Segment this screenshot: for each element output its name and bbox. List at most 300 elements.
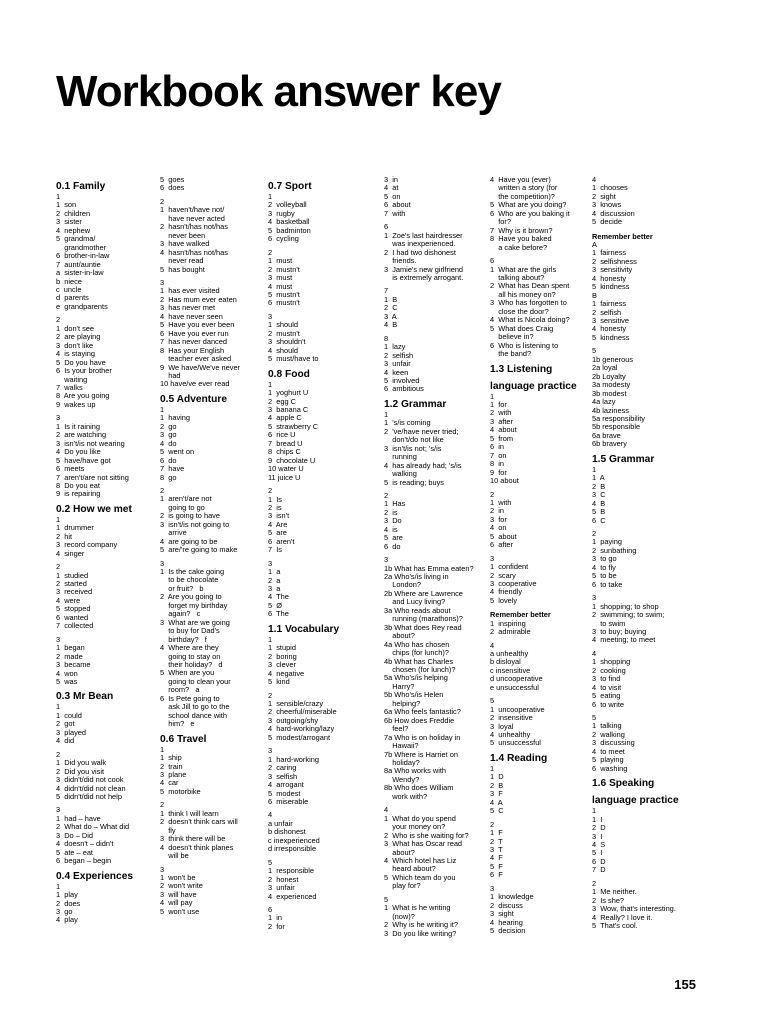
answer-line: a unhealthy: [490, 648, 529, 658]
answer-line: 6 after: [490, 540, 514, 550]
answer-line: 1 B: [384, 294, 398, 304]
section-heading: 1.1 Vocabulary: [268, 623, 340, 635]
answer-line: 2 Are you going to: [160, 592, 222, 602]
answer-line: 5 was: [56, 677, 78, 687]
answer-line: 7 on: [490, 450, 507, 460]
answer-line: 3 played: [56, 727, 86, 737]
section-heading: language practice: [490, 380, 577, 392]
answer-line: written a story (for: [490, 183, 558, 193]
answer-line: 6: [268, 904, 273, 914]
answer-line: 1b generous: [592, 354, 634, 364]
answer-line: 5b responsible: [592, 422, 641, 432]
answer-line: 5 to be: [592, 571, 617, 581]
answer-line: 4 at: [384, 183, 399, 193]
answer-line: 4 hearing: [490, 917, 523, 927]
answer-line: 5 won't use: [160, 906, 200, 916]
answer-line: 2 Who is she waiting for?: [384, 830, 469, 840]
answer-line: 1: [490, 391, 495, 401]
answer-line: 6 to take: [592, 579, 623, 589]
answer-line: 2: [592, 878, 597, 888]
answer-line: c insensitive: [490, 665, 531, 675]
answer-line: 1 Is: [268, 494, 282, 504]
answer-line: c uncle: [56, 284, 82, 294]
answer-line: forget my birthday: [160, 600, 228, 610]
answer-line: or fruit? b: [160, 583, 204, 593]
answer-line: 2: [490, 489, 495, 499]
answer-line: 5 When are you: [160, 668, 215, 678]
answer-line: 3 for: [490, 514, 507, 524]
answer-line: 2 Is she?: [592, 895, 625, 905]
answer-line: 1 won't be: [160, 872, 196, 882]
answer-line: 6 F: [490, 870, 503, 880]
answer-line: 5 about: [490, 531, 517, 541]
section-heading: 1.6 Speaking: [592, 778, 655, 790]
answer-line: 4 doesn't think planes: [160, 842, 234, 852]
answer-line: 3 A: [384, 311, 397, 321]
answer-line: 2 cheerful/miserable: [268, 707, 337, 717]
answer-line: 2: [384, 490, 389, 500]
answer-line: 2 I had two dishonest: [384, 247, 456, 257]
answer-line: 11 juice U: [268, 472, 301, 482]
page-number: 155: [674, 977, 696, 992]
answer-line: 1 don't see: [56, 323, 94, 333]
answer-line: 3 will have: [160, 889, 197, 899]
answer-line: 5 goes: [160, 175, 185, 184]
answer-line: 8b Who does William: [384, 783, 454, 793]
answer-line: 6 in: [490, 442, 504, 452]
section-heading: 0.2 How we met: [56, 503, 132, 515]
answer-line: 2 made: [56, 651, 83, 661]
subheading: Remember better: [592, 231, 653, 241]
answer-line: 1 I: [592, 814, 603, 824]
answer-line: 5 kind: [268, 677, 290, 687]
answer-line: 2 for: [268, 921, 285, 931]
answer-line: 1 uncooperative: [490, 704, 545, 714]
answer-line: 5 must/have to: [268, 354, 319, 364]
answer-line: 5 grandma/: [56, 234, 96, 244]
section-heading: 0.5 Adventure: [160, 393, 227, 405]
answer-line: their holiday? d: [160, 660, 223, 670]
answer-line: 4 S: [592, 840, 606, 850]
answer-line: 3: [160, 558, 165, 568]
answer-line: 4 honesty: [592, 324, 627, 334]
answer-line: 4 B: [384, 320, 398, 330]
answer-line: 3 isn't: [268, 511, 290, 521]
answer-line: 6b bravery: [592, 439, 627, 449]
answer-line: about?: [384, 847, 415, 857]
answer-line: 6 Is your brother: [56, 366, 112, 376]
answer-line: 5 ate – eat: [56, 847, 93, 857]
answer-line: 3 didn't/did not cook: [56, 775, 124, 785]
answer-line: 4 B: [592, 498, 606, 508]
answer-line: 1 could: [56, 710, 82, 720]
answer-line: 1 ship: [160, 753, 182, 763]
answer-line: 4a Who has chosen: [384, 639, 450, 649]
answer-line: 6a brave: [592, 430, 621, 440]
answer-line: 5a Who's/is helping: [384, 673, 448, 683]
answer-line: e grandparents: [56, 301, 108, 311]
answer-line: waiting: [56, 374, 88, 384]
answer-line: 3: [160, 864, 165, 874]
answer-line: the competition)?: [490, 191, 555, 201]
answer-line: 2 swimming; to swim;: [592, 610, 665, 620]
answer-line: 1 Zoe's last hairdresser: [384, 230, 463, 240]
answer-line: running (marathons)?: [384, 614, 463, 624]
answer-line: 2 T: [490, 836, 503, 846]
answer-line: 4 do: [160, 438, 177, 448]
answer-line: 2b Loyalty: [592, 371, 626, 381]
answer-line: 4 is staying: [56, 349, 96, 359]
answer-line: 2: [56, 315, 61, 325]
answer-line: 3 unfair: [268, 883, 295, 893]
answer-line: 1: [56, 702, 61, 712]
answer-line: 4 experienced: [268, 891, 317, 901]
answer-line: 6a Who feels fantastic?: [384, 707, 461, 717]
answer-line: 4 Do you like: [56, 447, 101, 457]
answer-line: 2: [592, 528, 597, 538]
answer-line: 4 Are: [268, 519, 288, 529]
subheading: Remember better: [490, 610, 551, 620]
answer-line: 2 is going to have: [160, 511, 220, 521]
answer-line: arrive: [160, 528, 187, 538]
answer-line: 2 hit: [56, 531, 73, 541]
answer-line: Wendy?: [384, 774, 420, 784]
answer-line: 4 F: [490, 853, 503, 863]
answer-line: 8 chips C: [268, 447, 301, 457]
answer-line: for?: [490, 217, 511, 227]
answer-line: 3 became: [56, 660, 91, 670]
answer-line: 1: [268, 634, 273, 644]
answer-line: 3: [160, 277, 165, 287]
answer-line: 8 Do you eat: [56, 480, 100, 490]
answer-line: 1: [268, 379, 273, 389]
answer-line: 2 Did you visit: [56, 766, 105, 776]
answer-line: 6 brother-in-law: [56, 251, 110, 261]
answer-line: 2 doesn't think cars will: [160, 817, 238, 827]
answer-line: 6 miserable: [268, 797, 309, 806]
answer-line: 2 selfishness: [592, 256, 637, 266]
answer-line: 1: [268, 192, 273, 201]
answer-line: ask Jill to go to the: [160, 702, 230, 712]
answer-line: 5 went on: [160, 447, 195, 457]
answer-line: 3 I: [592, 831, 603, 841]
answer-line: 2: [268, 486, 273, 496]
answer-line: 5 on: [384, 191, 401, 201]
answer-line: 1b What has Emma eaten?: [384, 563, 474, 573]
answer-line: school dance with: [160, 710, 227, 720]
answer-line: 1 What are the girls: [490, 264, 557, 274]
answer-line: 2 walking: [592, 729, 625, 739]
answer-line: 6 meets: [56, 464, 85, 474]
answer-line: 2 are watching: [56, 430, 107, 440]
answer-line: 2 caring: [268, 763, 297, 773]
answer-line: 3 think there will be: [160, 834, 226, 844]
answer-line: 5 is reading; buys: [384, 477, 444, 487]
answer-line: 4 about: [490, 425, 517, 435]
answer-line: 2: [490, 819, 495, 829]
answer-line: 7 aunt/auntie: [56, 259, 101, 269]
answer-column-1: [56, 176, 158, 925]
answer-line: 6 D: [592, 856, 606, 866]
answer-line: 7 walks: [56, 382, 83, 392]
answer-line: 3 record company: [56, 540, 118, 550]
answer-line: believe in?: [490, 332, 534, 342]
answer-line: 5 didn't/did not help: [56, 792, 122, 801]
answer-line: 1 having: [160, 413, 190, 423]
answer-line: 3 What has Oscar read: [384, 839, 463, 849]
answer-line: 6 Have you ever run: [160, 328, 229, 338]
answer-line: 6 about: [384, 200, 411, 210]
answer-line: 2: [268, 690, 273, 700]
answer-line: 2 won't write: [160, 881, 203, 891]
answer-line: 3: [56, 805, 61, 815]
answer-line: 5 Do you have: [56, 357, 106, 367]
answer-line: 1 What do you spend: [384, 813, 456, 823]
answer-line: 6 mustn't: [268, 298, 300, 308]
answer-line: 7 Is: [268, 545, 282, 555]
answer-line: 5 That's cool.: [592, 921, 638, 931]
answer-line: 3 What are we going: [160, 617, 230, 627]
answer-line: 3 Do you like writing?: [384, 928, 457, 938]
answer-line: 1 shopping: [592, 657, 631, 667]
answer-line: work with?: [384, 791, 428, 801]
section-heading: 0.6 Travel: [160, 733, 207, 745]
answer-line: 4 meeting; to meet: [592, 635, 656, 645]
answer-line: 4 discussion: [592, 208, 635, 218]
answer-line: a sister-in-law: [56, 268, 104, 278]
answer-line: 4 on: [490, 523, 507, 533]
answer-line: grandmother: [56, 242, 107, 252]
answer-line: 4 must: [268, 281, 293, 291]
answer-line: 3: [384, 555, 389, 565]
answer-line: 3 don't like: [56, 340, 94, 350]
answer-line: 2 got: [56, 719, 75, 729]
answer-line: 1 has ever visited: [160, 286, 220, 296]
answer-line: 2 is: [268, 502, 282, 512]
answer-line: heard about?: [384, 864, 436, 874]
answer-line: 2: [160, 800, 165, 810]
answer-line: 1 drummer: [56, 523, 94, 533]
answer-line: 8: [384, 333, 389, 343]
answer-column-5: [490, 176, 596, 936]
answer-line: 1 hard-working: [268, 754, 319, 764]
answer-line: was inexperienced.: [384, 239, 456, 249]
answer-line: 2 hasn't/has not/has: [160, 222, 228, 232]
answer-line: 1 for: [490, 399, 507, 409]
answer-line: 5 C: [490, 806, 504, 816]
answer-line: 2 cooking: [592, 665, 626, 675]
answer-line: 1 with: [490, 497, 512, 507]
answer-line: 2 volleyball: [268, 200, 307, 210]
answer-line: 4 apple C: [268, 413, 302, 423]
answer-line: 3 Jamie's new girlfriend: [384, 264, 464, 274]
answer-line: the band?: [490, 349, 532, 359]
answer-line: 5 stopped: [56, 604, 91, 614]
answer-line: 3: [490, 883, 495, 893]
answer-line: a unfair: [268, 818, 293, 828]
answer-line: 2 egg C: [268, 396, 296, 406]
answer-line: 5 has bought: [160, 264, 205, 274]
answer-line: 1 should: [268, 320, 298, 330]
answer-line: 1: [56, 192, 61, 201]
answer-line: have never acted: [160, 213, 225, 223]
answer-line: 4 arrogant: [268, 780, 304, 790]
answer-line: 7 collected: [56, 621, 94, 631]
answer-line: 1 son: [56, 200, 77, 210]
answer-line: 5a responsibility: [592, 413, 645, 423]
answer-line: (now)?: [384, 911, 415, 921]
answer-line: 5 decide: [592, 217, 622, 227]
answer-line: 5 I: [592, 848, 603, 858]
answer-line: 7 aren't/are not sitting: [56, 472, 129, 482]
answer-line: 6 The: [268, 609, 289, 619]
answer-line: 4: [268, 810, 273, 820]
answer-line: 1 's/is coming: [384, 418, 431, 428]
answer-line: 4 has already had; 's/is: [384, 460, 462, 470]
answer-line: 3 Do – Did: [56, 830, 93, 840]
answer-line: 1 paying: [592, 537, 622, 547]
answer-line: 8 go: [160, 472, 177, 482]
answer-line: 2: [160, 485, 165, 495]
answer-line: 2 mustn't: [268, 264, 300, 274]
answer-line: 2 boring: [268, 651, 297, 661]
answer-line: 3 unfair: [384, 359, 411, 369]
answer-line: 4 won: [56, 668, 78, 678]
answer-line: room? a: [160, 685, 200, 695]
answer-line: 7 Why is it brown?: [490, 225, 553, 235]
answer-line: 3 to find: [592, 674, 621, 684]
answer-line: 1 began: [56, 643, 85, 653]
section-heading: 0.3 Mr Bean: [56, 691, 114, 703]
answer-line: 5 kindness: [592, 332, 630, 342]
answer-line: 3 T: [490, 845, 503, 855]
answer-line: 1 Is the cake going: [160, 567, 225, 577]
answer-line: 2 admirable: [490, 627, 531, 637]
answer-line: 2 Why is he writing it?: [384, 920, 458, 930]
answer-line: 2 B: [592, 481, 606, 491]
answer-line: 6 Who are you baking it: [490, 208, 570, 218]
answer-line: 4b What has Charles: [384, 656, 454, 666]
answer-line: B: [592, 290, 597, 300]
answer-line: will be: [160, 851, 189, 861]
answer-line: 4 to fly: [592, 562, 616, 572]
answer-line: 6 Who is listening to: [490, 340, 559, 350]
answer-line: 2 C: [384, 303, 398, 313]
answer-line: 3 must: [268, 273, 293, 283]
answer-line: 3 sight: [490, 909, 514, 919]
answer-line: 3 rugby: [268, 208, 295, 218]
answer-line: 3: [268, 311, 273, 321]
answer-line: 3: [56, 634, 61, 644]
answer-line: 1 studied: [56, 570, 89, 580]
answer-line: 5 Have you ever been: [160, 320, 235, 330]
answer-line: 2 a: [268, 575, 281, 585]
answer-line: 3 in: [384, 175, 398, 184]
answer-line: 2 insensitive: [490, 713, 533, 723]
answer-line: 3 C: [592, 490, 606, 500]
answer-line: going to stay on: [160, 651, 221, 661]
answer-line: 2 is: [384, 507, 398, 517]
answer-line: 3 selfish: [268, 771, 298, 781]
answer-line: 1 yoghurt U: [268, 388, 309, 398]
answer-line: going to go: [160, 502, 205, 512]
answer-line: teacher ever asked: [160, 354, 232, 364]
answer-line: 1 inspiring: [490, 618, 526, 628]
answer-line: 1 A: [592, 473, 605, 483]
answer-line: 2b Where are Lawrence: [384, 588, 463, 598]
answer-line: going to clean your: [160, 676, 231, 686]
answer-line: Harry?: [384, 681, 415, 691]
answer-line: 4: [490, 640, 495, 650]
answer-line: 1 D: [490, 772, 504, 782]
answer-line: chips (for lunch)?: [384, 648, 449, 658]
answer-line: chosen (for lunch)?: [384, 665, 456, 675]
answer-line: 6 aren't: [268, 536, 295, 546]
answer-line: 3 to go: [592, 554, 617, 564]
page-title: Workbook answer key: [56, 67, 501, 116]
section-heading: 0.1 Family: [56, 181, 106, 192]
answer-line: 2 are playing: [56, 332, 101, 342]
answer-line: 3 Who has forgotten to: [490, 298, 567, 308]
answer-line: 4 is: [384, 524, 398, 534]
answer-line: never read: [160, 256, 204, 266]
answer-line: 2 sight: [592, 191, 616, 201]
answer-line: 7a Who is on holiday in: [384, 732, 461, 742]
answer-line: 2 children: [56, 208, 91, 218]
answer-line: 4 to meet: [592, 746, 625, 756]
answer-line: again? c: [160, 609, 201, 619]
answer-line: 5 What are you doing?: [490, 200, 567, 210]
answer-line: 5 involved: [384, 375, 420, 385]
answer-line: 5 F: [490, 861, 503, 871]
answer-line: birthday? f: [160, 634, 207, 644]
answer-line: 5 kindness: [592, 282, 630, 292]
answer-line: 4 didn't/did not clean: [56, 783, 126, 793]
answer-line: 4 hasn't/has not/has: [160, 247, 228, 257]
answer-line: 10 have/ve ever read: [160, 379, 230, 389]
answer-line: 4 Which hotel has Liz: [384, 855, 457, 865]
answer-line: 1 stupid: [268, 643, 296, 653]
answer-line: 4 are going to be: [160, 536, 218, 546]
answer-line: 2 Has mum ever eaten: [160, 294, 237, 304]
answer-line: 7: [384, 286, 389, 296]
answer-line: 2 B: [490, 780, 504, 790]
answer-line: 3 cooperative: [490, 579, 537, 589]
answer-line: 3: [490, 553, 495, 563]
answer-line: running: [384, 452, 417, 462]
answer-line: 9 We have/We've never: [160, 362, 241, 372]
answer-line: 4 Really? I love it.: [592, 912, 653, 922]
answer-line: play for?: [384, 881, 421, 891]
answer-line: 4 What is Nicola doing?: [490, 315, 570, 325]
answer-line: 8a Who works with: [384, 766, 447, 776]
answer-line: 2 train: [160, 761, 183, 771]
answer-line: 8 Have you baked: [490, 234, 552, 244]
answer-line: 3 after: [490, 416, 514, 426]
section-heading: language practice: [592, 795, 679, 807]
answer-line: 3 F: [490, 789, 503, 799]
answer-line: 2: [160, 196, 165, 206]
answer-line: 6 C: [592, 515, 606, 525]
section-heading: 1.5 Grammar: [592, 453, 655, 465]
answer-line: 1 think I will learn: [160, 808, 219, 818]
answer-line: 1 Has: [384, 499, 406, 509]
answer-line: 4 keen: [384, 367, 409, 377]
section-heading: 1.4 Reading: [490, 752, 548, 764]
answer-line: 7 have: [160, 464, 185, 474]
answer-line: 3 has never met: [160, 303, 216, 313]
answer-line: 3 sensitive: [592, 316, 629, 325]
